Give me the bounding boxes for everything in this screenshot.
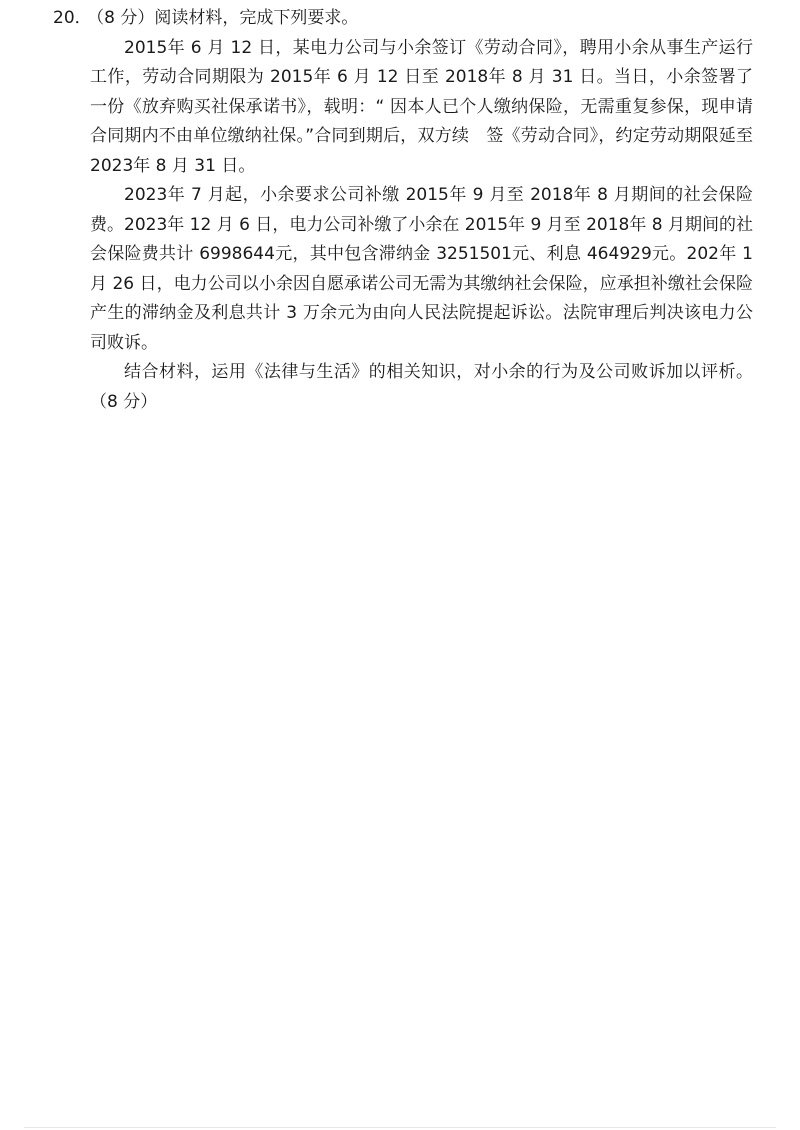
- material-paragraph-1: 2015年 6 月 12 日，某电力公司与小余签订《劳动合同》，聘用小余从事生产运行工作，劳动合同期限为 2015年 6 月 12 日至 2018年 8 月 31 日。当日，小余签署了一份《放弃购买社保承诺书》，载明：“ 因本人已个人缴纳保险，无需重复参保，现申请合同期内不由单位缴纳社保。”合同到期后，双方续 签《劳动合同》，约定劳动期限延至 2023年 8 月 31 日。: [90, 37, 753, 176]
- question-20: [53, 4, 753, 417]
- question-requirement: 结合材料，运用《法律与生活》的相关知识，对小余的行为及公司败诉加以评析。（8 分）: [90, 362, 753, 412]
- question-stem: （8 分）阅读材料，完成下列要求。: [95, 8, 359, 28]
- question-header: [53, 4, 753, 34]
- page-bottom-divider: [24, 1127, 776, 1128]
- question-material: [90, 34, 753, 418]
- material-paragraph-2: 2023年 7 月起，小余要求公司补缴 2015年 9 月至 2018年 8 月期间的社会保险费。2023年 12 月 6 日，电力公司补缴了小余在 2015年 9 月至 2018年 8 月期间的社会保险费共计 6998644元，其中包含滞纳金 3251501元、利息 464929元。202年 1 月 26 日，电力公司以小余因自愿承诺公司无需为其缴纳社会保险，应承担补缴社会保险产生的滞纳金及利息共计 3 万余元为由向人民法院提起诉讼。法院审理后判决该电力公司败诉。: [90, 185, 753, 353]
- question-number: 20．: [53, 8, 92, 28]
